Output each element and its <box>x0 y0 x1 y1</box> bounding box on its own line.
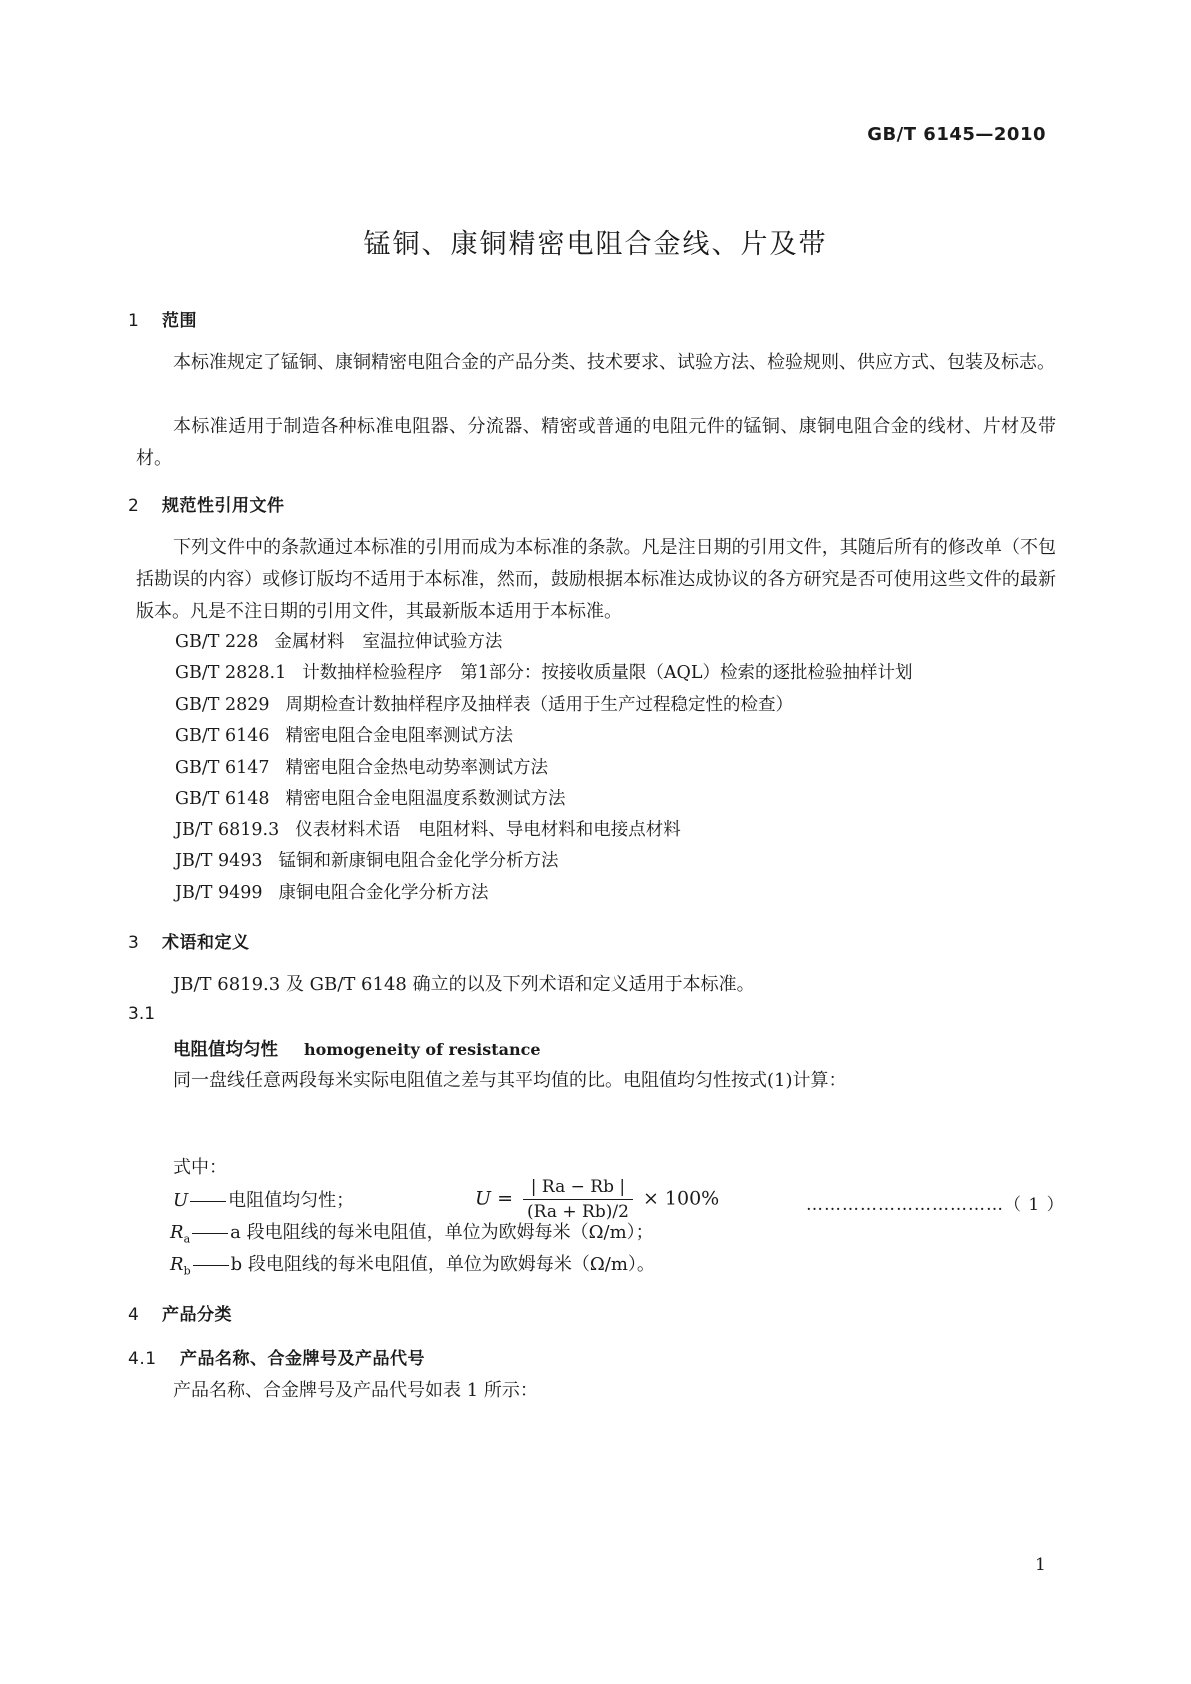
reference-name: 金属材料 <box>274 632 345 652</box>
reference-name: 计数抽样检验程序 <box>302 663 443 683</box>
subsection-3-1-number: 3.1 <box>128 1004 156 1024</box>
section-title: 术语和定义 <box>162 933 250 953</box>
formula <box>475 1176 719 1223</box>
term-english: homogeneity of resistance <box>304 1040 541 1059</box>
reference-item <box>175 754 548 779</box>
reference-code: JB/T 9499 <box>175 883 263 903</box>
reference-name: 仪表材料术语 <box>295 820 401 840</box>
reference-item <box>175 847 559 872</box>
where-text: 电阻值均匀性； <box>228 1190 355 1211</box>
term-entry <box>173 1036 541 1061</box>
section-3-paragraph-1: JB/T 6819.3 及 GB/T 6148 确立的以及下列术语和定义适用于本标准。 <box>173 974 755 995</box>
formula-times: × 100% <box>642 1187 720 1210</box>
reference-code: GB/T 2828.1 <box>175 663 287 683</box>
formula-fraction <box>523 1176 633 1223</box>
where-symbol: U <box>173 1190 189 1211</box>
reference-name: 精密电阻合金热电动势率测试方法 <box>285 758 549 778</box>
em-dash <box>193 1265 229 1266</box>
reference-code: JB/T 6819.3 <box>175 820 280 840</box>
reference-name-part2: 电阻材料、导电材料和电接点材料 <box>418 820 681 840</box>
where-item <box>173 1186 354 1212</box>
reference-name: 精密电阻合金电阻率测试方法 <box>285 726 514 746</box>
section-title: 规范性引用文件 <box>162 496 285 516</box>
standard-number: GB/T 6145—2010 <box>867 124 1046 145</box>
where-item <box>170 1218 654 1246</box>
section-1-paragraph-2: 本标准适用于制造各种标准电阻器、分流器、精密或普通的电阻元件的锰铜、康铜电阻合金的线材、片材及带材。 <box>136 416 1056 469</box>
where-item <box>170 1250 655 1278</box>
reference-name: 精密电阻合金电阻温度系数测试方法 <box>285 789 566 809</box>
section-title: 产品分类 <box>162 1305 232 1325</box>
reference-code: GB/T 2829 <box>175 695 270 715</box>
section-3-heading <box>128 928 250 953</box>
reference-name: 周期检查计数抽样程序及抽样表（适用于生产过程稳定性的检查） <box>285 695 794 715</box>
em-dash <box>190 1201 226 1202</box>
section-1-paragraph-1: 本标准规定了锰铜、康铜精密电阻合金的产品分类、技术要求、试验方法、检验规则、供应方式、包装及标志。 <box>173 352 1055 373</box>
formula-equals: = <box>497 1187 513 1210</box>
reference-name: 康铜电阻合金化学分析方法 <box>278 883 489 903</box>
reference-item <box>175 691 793 716</box>
reference-item <box>175 659 912 684</box>
section-2-paragraph-1: 下列文件中的条款通过本标准的引用而成为本标准的条款。凡是注日期的引用文件，其随后所有的修改单（不包括勘误的内容）或修订版均不适用于本标准，然而，鼓励根据本标准达成协议的各方研究是否可使用这些文件的最新版本。凡是不注日期的引用文件，其最新版本适用于本标准。 <box>136 537 1056 622</box>
subsection-4-1-heading <box>128 1344 425 1369</box>
page-number: 1 <box>1035 1555 1046 1575</box>
reference-code: GB/T 6146 <box>175 726 270 746</box>
where-text: a 段电阻线的每米电阻值，单位为欧姆每米（Ω/m）； <box>230 1222 654 1243</box>
reference-name-part2: 室温拉伸试验方法 <box>362 632 503 652</box>
where-symbol: R <box>170 1222 184 1243</box>
section-number: 4 <box>128 1305 140 1325</box>
where-text: b 段电阻线的每米电阻值，单位为欧姆每米（Ω/m）。 <box>230 1254 655 1275</box>
reference-code: GB/T 228 <box>175 632 259 652</box>
section-4-heading <box>128 1300 232 1325</box>
section-title: 范围 <box>162 311 197 331</box>
document-title: 锰铜、康铜精密电阻合金线、片及带 <box>363 229 828 260</box>
reference-item <box>175 816 681 841</box>
reference-name-part2: 第1部分：按接收质量限（AQL）检索的逐批检验抽样计划 <box>460 663 913 683</box>
section-number: 3 <box>128 933 140 953</box>
section-1-heading <box>128 306 197 331</box>
where-subscript: a <box>183 1232 191 1246</box>
where-subscript: b <box>183 1264 191 1278</box>
where-symbol: R <box>170 1254 184 1275</box>
reference-name: 锰铜和新康铜电阻合金化学分析方法 <box>278 851 559 871</box>
subsection-number: 4.1 <box>128 1349 157 1369</box>
formula-denominator: (Ra + Rb)/2 <box>527 1202 629 1222</box>
reference-code: GB/T 6147 <box>175 758 270 778</box>
reference-code: GB/T 6148 <box>175 789 270 809</box>
section-number: 2 <box>128 496 140 516</box>
reference-item <box>175 722 513 747</box>
formula-lhs: U <box>475 1187 492 1210</box>
reference-code: JB/T 9493 <box>175 851 263 871</box>
term-chinese: 电阻值均匀性 <box>173 1040 278 1060</box>
term-definition: 同一盘线任意两段每米实际电阻值之差与其平均值的比。电阻值均匀性按式(1)计算： <box>173 1070 847 1091</box>
equation-number: ……………………………（ 1 ） <box>806 1195 1065 1215</box>
reference-item <box>175 628 502 653</box>
where-label: 式中： <box>173 1157 227 1178</box>
reference-item <box>175 879 489 904</box>
formula-numerator: | Ra − Rb | <box>523 1176 633 1200</box>
em-dash <box>192 1233 228 1234</box>
reference-item <box>175 785 566 810</box>
section-2-heading <box>128 491 285 516</box>
section-4-1-paragraph: 产品名称、合金牌号及产品代号如表 1 所示： <box>173 1380 538 1401</box>
subsection-title: 产品名称、合金牌号及产品代号 <box>180 1349 425 1369</box>
section-number: 1 <box>128 311 140 331</box>
